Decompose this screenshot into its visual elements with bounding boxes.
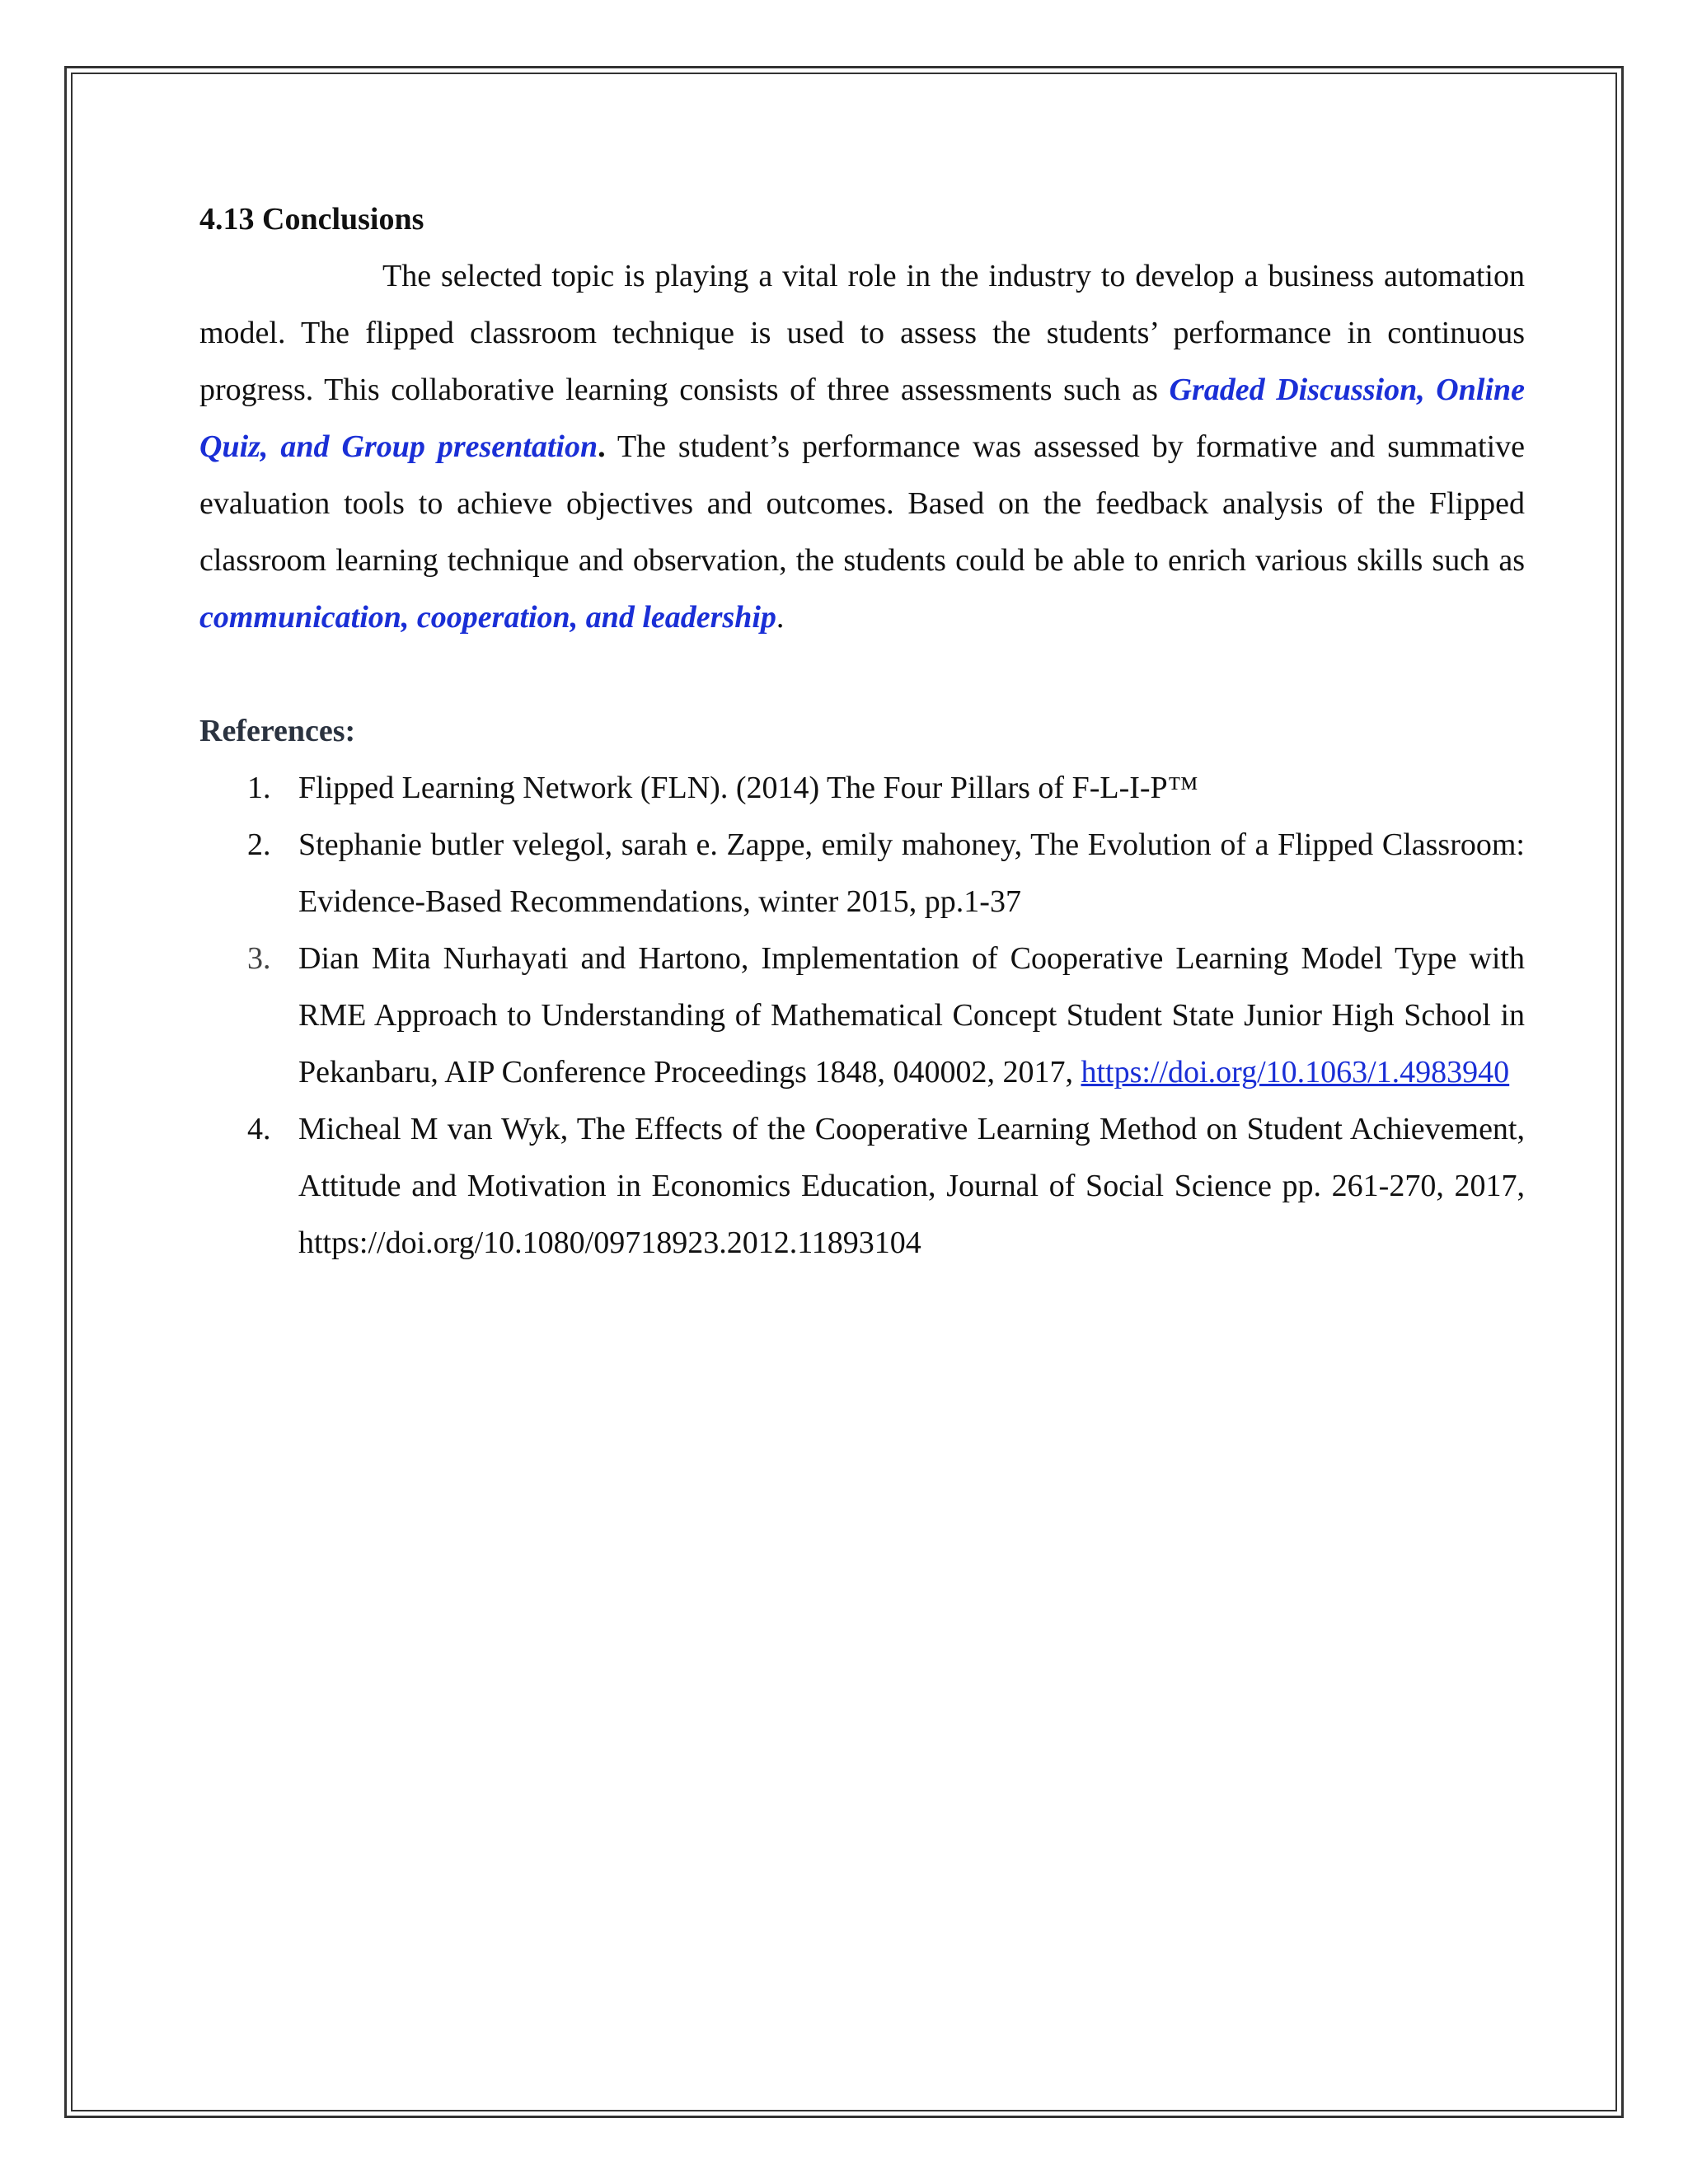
reference-number: 3. — [247, 941, 271, 976]
paragraph-period-1: . — [598, 429, 606, 464]
references-list — [199, 760, 1525, 1272]
reference-text: Micheal M van Wyk, The Effects of the Cooperative Learning Method on Student Achievement, Attitude and Motivation in Economics Education, Journal of Social Science pp. 261-270, 2017, https://doi.org/10.1080/09718923.2012.11893104 — [298, 1112, 1525, 1260]
reference-number: 1. — [247, 771, 271, 805]
document-content — [199, 191, 1525, 1272]
reference-text: Dian Mita Nurhayati and Hartono, Implementation of Cooperative Learning Model Type with RME Approach to Understanding of Mathematical Concept Student State Junior High School in Pekanbaru, AIP Conference Proceedings 1848, 040002, 2017, — [298, 941, 1525, 1090]
reference-text: Flipped Learning Network (FLN). (2014) The Four Pillars of F-L-I-P™ — [298, 771, 1198, 805]
references-heading: References: — [199, 714, 356, 748]
conclusions-paragraph — [199, 248, 1525, 646]
section-heading: 4.13 Conclusions — [199, 202, 424, 237]
reference-number: 4. — [247, 1112, 271, 1146]
reference-item — [199, 760, 1525, 817]
reference-number: 2. — [247, 827, 271, 862]
doi-link[interactable]: https://doi.org/10.1063/1.4983940 — [1081, 1055, 1510, 1090]
reference-item — [199, 817, 1525, 930]
reference-item — [199, 1101, 1525, 1272]
highlight-skills: communication, cooperation, and leadership — [199, 600, 776, 635]
paragraph-text-2: The student’s performance was assessed by formative and summative evaluation tools to achieve objectives and outcomes. Based on the feedback analysis of the Flipped classroom learning technique and observation, the students could be able to enrich various skills such as — [199, 429, 1526, 578]
reference-item — [199, 930, 1525, 1101]
paragraph-text-1: The selected topic is playing a vital role in the industry to develop a business automation model. The flipped classroom technique is used to assess the students’ performance in continuous progress. This collaborative learning consists of three assessments such as — [199, 259, 1525, 407]
paragraph-period-2: . — [776, 600, 785, 635]
highlight-assessments: Graded Discussion, Online Quiz, and Group presentation — [199, 373, 1526, 464]
reference-text: Stephanie butler velegol, sarah e. Zappe, emily mahoney, The Evolution of a Flipped Classroom: Evidence-Based Recommendations, winter 2015, pp.1-37 — [298, 827, 1525, 919]
